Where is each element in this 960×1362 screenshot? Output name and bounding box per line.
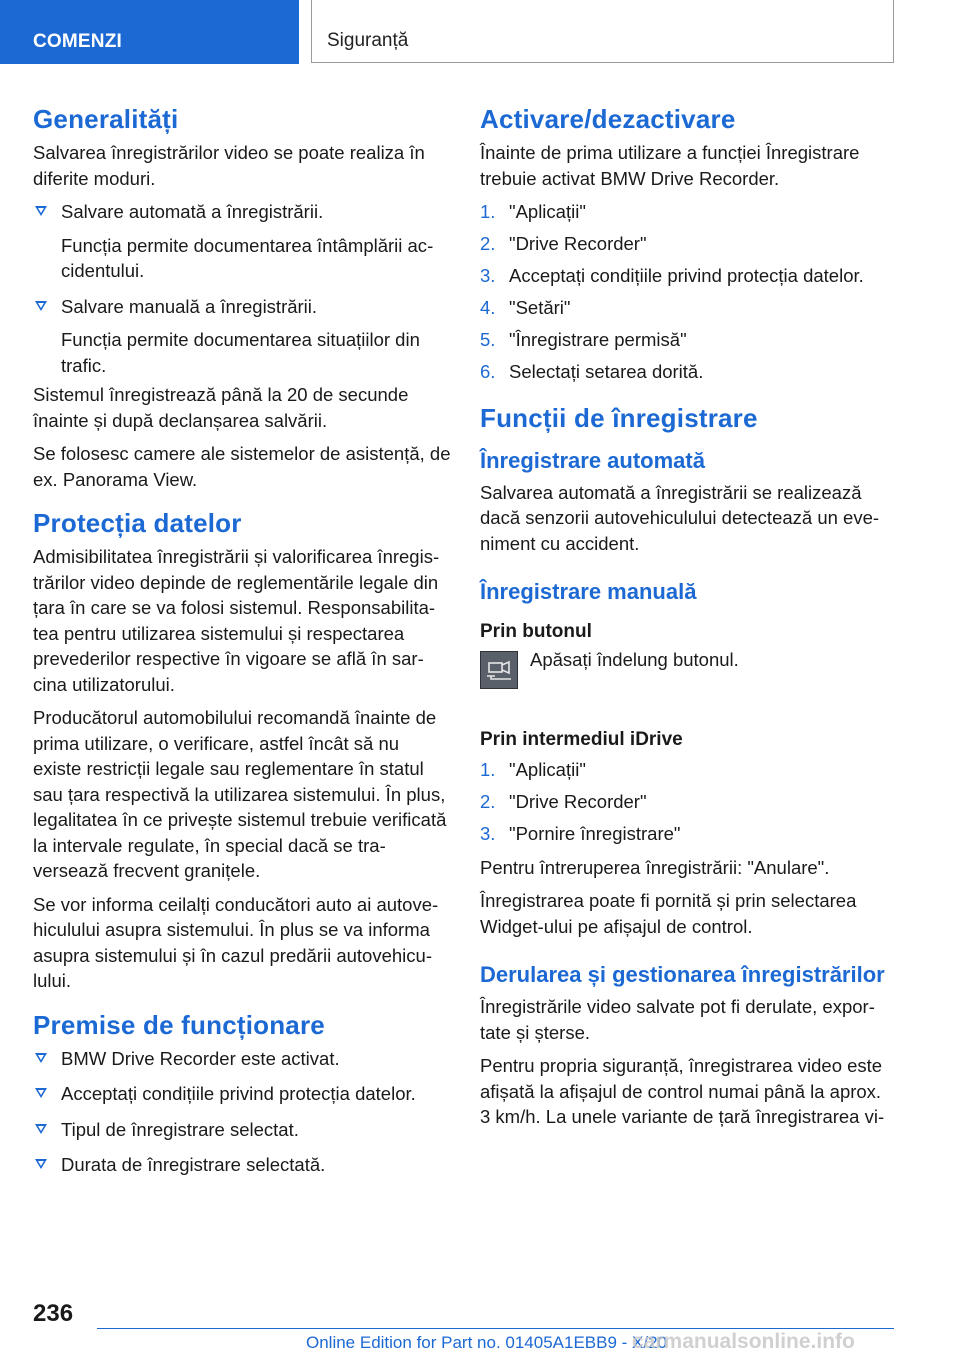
step-number: 3. [480, 823, 496, 844]
heading-protectia: Protecția datelor [33, 508, 242, 538]
step-text: "Pornire înregistrare" [509, 823, 681, 844]
list-item-label: BMW Drive Recorder este activat. [61, 1047, 340, 1069]
premise-list [33, 1046, 451, 1178]
triangle-bullet-icon [35, 1159, 47, 1169]
list-item-desc: Funcția permite documentarea întâmplării accidentului. [61, 234, 434, 281]
chapter-tab [311, 0, 894, 63]
triangle-bullet-icon [35, 206, 47, 216]
activare-intro: Înainte de prima utilizare a funcției Înregistrare trebuie activat BMW Drive Recorder. [480, 142, 860, 189]
section-title: COMENZI [33, 31, 123, 52]
step-item [480, 789, 894, 815]
heading-premise: Premise de funcționare [33, 1009, 325, 1040]
step-item [480, 295, 894, 321]
protectia-para-1: Admisibilitatea înregistrării și valorificarea înregistrărilor video depinde de reglementările legale din țara în care se va folosi sistemul. Responsabilitatea pentru utilizarea sistemului și respectarea prevederilor respective în vigoare se află în sarcina utilizatorului. [33, 546, 440, 695]
step-number: 1. [480, 201, 496, 222]
step-number: 5. [480, 329, 496, 350]
button-instruction-text: Apăsați îndelung butonul. [530, 649, 739, 670]
save-modes-list [33, 199, 451, 378]
list-item [33, 1152, 451, 1178]
right-column [480, 104, 894, 1138]
chapter-title: Siguranță [327, 30, 409, 51]
step-text: "Setări" [509, 297, 571, 318]
list-item [33, 1046, 451, 1072]
button-instruction [480, 651, 894, 691]
step-item [480, 231, 894, 257]
list-item-label: Acceptați condițiile privind protecția datelor. [61, 1083, 416, 1104]
step-number: 2. [480, 233, 496, 254]
protectia-para-2: Producătorul automobilului recomandă înainte de prima utilizare, o verificare, astfel încât să nu existe restricții legale sau reglementare în statul sau țara respectivă la utilizarea sistemului. În plus, legalitatea în ce privește sistemul trebuie verificată la intervale regulate, în special dacă se traversează frecvent granițele. [33, 707, 447, 881]
section-tab [0, 0, 299, 64]
step-item [480, 263, 894, 289]
list-item [33, 1117, 451, 1143]
step-number: 3. [480, 265, 496, 286]
step-item [480, 757, 894, 783]
watermark: carmanualsonline.info [632, 1330, 855, 1353]
derulare-para-2: Pentru propria siguranță, înregistrarea video este afișată la afișajul de control numai până la aprox. 3 km/h. La unele variante de țară înregistrarea vi- [480, 1055, 885, 1127]
list-item [33, 199, 451, 284]
step-text: Selectați setarea dorită. [509, 361, 704, 382]
generalitati-intro: Salvarea înregistrărilor video se poate realiza în diferite moduri. [33, 142, 425, 189]
intrerupere-text: Pentru întreruperea înregistrării: "Anulare". [480, 856, 830, 878]
heading-inregistrare-manuala: Înregistrare manuală [480, 579, 697, 604]
heading-derulare: Derularea și gestionarea înregistrărilor [480, 962, 885, 987]
derulare-para-1: Înregistrările video salvate pot fi derulate, exportate și șterse. [480, 996, 875, 1043]
list-item-label: Tipul de înregistrare selectat. [61, 1118, 299, 1140]
step-number: 2. [480, 791, 496, 812]
heading-generalitati: Generalități [33, 104, 179, 134]
footer-edition: Online Edition for Part no. 01405A1EBB9 - X/20 [306, 1333, 668, 1352]
activare-steps [480, 199, 894, 385]
step-text: "Înregistrare permisă" [509, 329, 687, 350]
heading-prin-butonul: Prin butonul [480, 621, 592, 642]
step-number: 1. [480, 759, 496, 780]
list-item-desc: Funcția permite documentarea situațiilor din trafic. [61, 329, 420, 376]
page-number: 236 [33, 1300, 74, 1327]
record-button-icon [480, 651, 518, 689]
step-text: "Drive Recorder" [509, 233, 647, 254]
step-number: 6. [480, 361, 496, 382]
step-item [480, 359, 894, 385]
step-text: "Aplicații" [509, 201, 586, 222]
step-text: Acceptați condițiile privind protecția datelor. [509, 265, 864, 286]
step-item [480, 199, 894, 225]
list-item-label: Durata de înregistrare selectată. [61, 1154, 326, 1175]
step-text: "Aplicații" [509, 759, 586, 780]
generalitati-para-1: Sistemul înregistrează până la 20 de secunde înainte și după declanșarea salvării. [33, 384, 409, 431]
list-item-label: Salvare automată a înregistrării. [61, 201, 324, 222]
idrive-steps [480, 757, 894, 847]
step-item [480, 327, 894, 353]
triangle-bullet-icon [35, 301, 47, 311]
step-text: "Drive Recorder" [509, 791, 647, 812]
auto-text: Salvarea automată a înregistrării se realizează dacă senzorii autovehiculului detectează un eveniment cu accident. [480, 481, 880, 554]
heading-prin-idrive: Prin intermediul iDrive [480, 729, 683, 750]
list-item-label: Salvare manuală a înregistrării. [61, 295, 318, 317]
list-item [33, 294, 451, 379]
widget-text: Înregistrarea poate fi pornită și prin selectarea Widget-ului pe afișajul de control. [480, 890, 857, 937]
generalitati-para-2: Se folosesc camere ale sistemelor de asistență, de ex. Panorama View. [33, 443, 451, 490]
step-number: 4. [480, 297, 496, 318]
heading-functii: Funcții de înregistrare [480, 402, 758, 433]
heading-inregistrare-automata: Înregistrare automată [480, 447, 705, 473]
triangle-bullet-icon [35, 1053, 47, 1063]
triangle-bullet-icon [35, 1088, 47, 1098]
triangle-bullet-icon [35, 1124, 47, 1134]
list-item [33, 1081, 451, 1107]
footer-divider [97, 1328, 894, 1329]
protectia-para-3: Se vor informa ceilalți conducători auto ai autovehiculului asupra sistemului. În plus se va informa asupra sistemului și în cazul predării autovehiculului. [33, 893, 439, 991]
left-column [33, 104, 451, 1188]
step-item [480, 821, 894, 847]
heading-activare: Activare/dezactivare [480, 104, 736, 134]
